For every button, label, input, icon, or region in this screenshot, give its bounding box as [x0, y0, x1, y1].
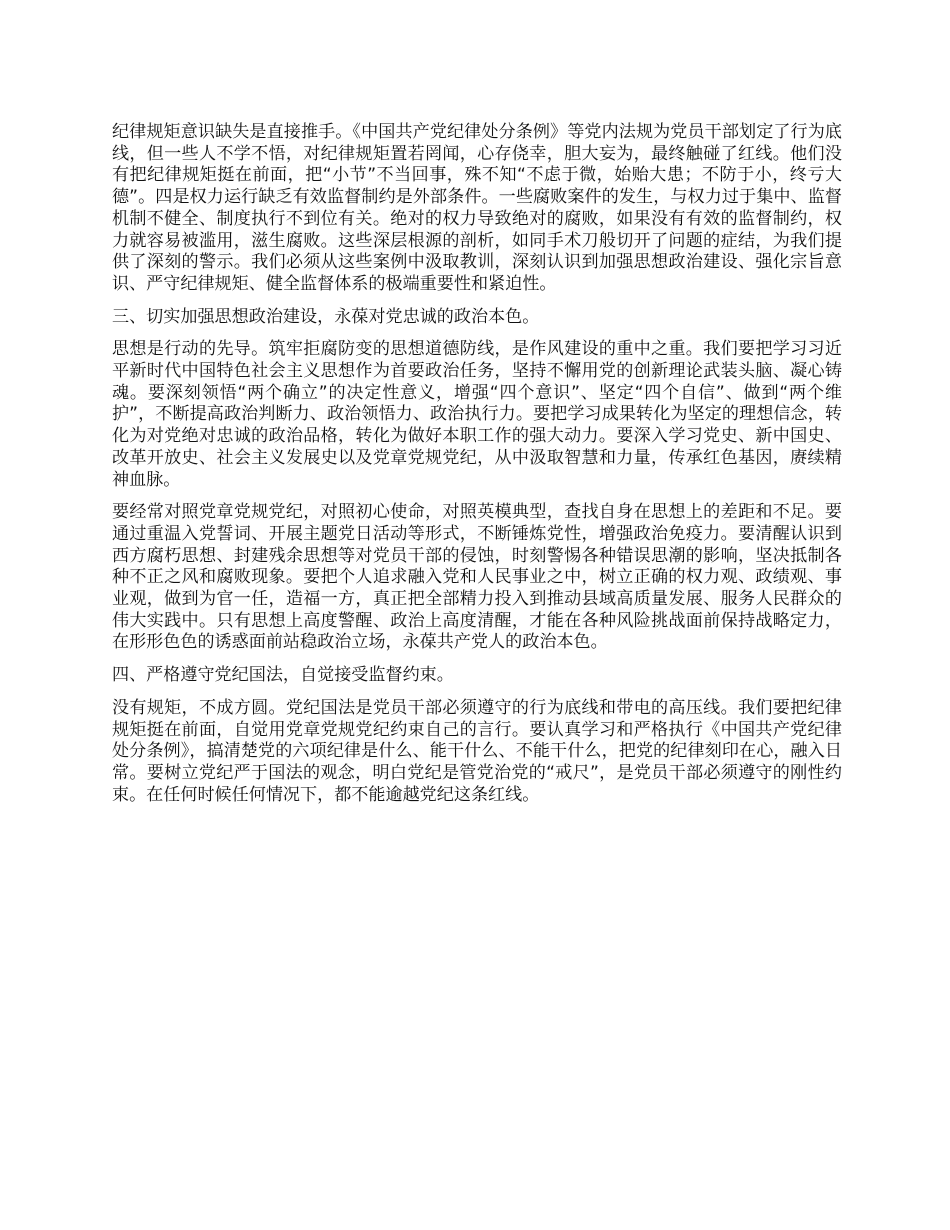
paragraph-thought-guidance: 思想是行动的先导。筑牢拒腐防变的思想道德防线，是作风建设的重中之重。我们要把学习习近平新时代中国特色社会主义思想作为首要政治任务，坚持不懈用党的创新理论武装头脑、凝心铸魂。要深刻领悟“两个确立”的决定性意义，增强“四个意识”、坚定“四个自信”、做到“两个维护”，不断提高政治判断力、政治领悟力、政治执行力。要把学习成果转化为坚定的理想信念，转化为对党绝对忠诚的政治品格，转化为做好本职工作的强大动力。要深入学习党史、新中国史、改革开放史、社会主义发展史以及党章党规党纪，从中汲取智慧和力量，传承红色基因，赓续精神血脉。 [112, 339, 842, 490]
section-heading-three: 三、切实加强思想政治建设，永葆对党忠诚的政治本色。 [112, 306, 540, 327]
paragraph-self-examination: 要经常对照党章党规党纪，对照初心使命，对照英模典型，查找自身在思想上的差距和不足。要通过重温入党誓词、开展主题党日活动等形式，不断锤炼党性，增强政治免疫力。要清醒认识到西方腐朽思想、封建残余思想等对党员干部的侵蚀，时刻警惕各种错误思潮的影响，坚决抵制各种不正之风和腐败现象。要把个人追求融入党和人民事业之中，树立正确的权力观、政绩观、事业观，做到为官一任，造福一方，真正把全部精力投入到推动县域高质量发展、服务人民群众的伟大实践中。只有思想上高度警醒、政治上高度清醒，才能在各种风险挑战面前保持战略定力，在形形色色的诱惑面前站稳政治立场，永葆共产党人的政治本色。 [112, 502, 842, 653]
paragraph-rules-and-laws: 没有规矩，不成方圆。党纪国法是党员干部必须遵守的行为底线和带电的高压线。我们要把纪律规矩挺在前面，自觉用党章党规党纪约束自己的言行。要认真学习和严格执行《中国共产党纪律处分条例》，搞清楚党的六项纪律是什么、能干什么、不能干什么，把党的纪律刻印在心，融入日常。要树立党纪严于国法的观念，明白党纪是管党治党的“戒尺”，是党员干部必须遵守的刚性约束。在任何时候任何情况下，都不能逾越党纪这条红线。 [112, 697, 842, 805]
document-page [112, 122, 842, 817]
paragraph-discipline-awareness: 纪律规矩意识缺失是直接推手。《中国共产党纪律处分条例》等党内法规为党员干部划定了行为底线，但一些人不学不悟，对纪律规矩置若罔闻，心存侥幸，胆大妄为，最终触碰了红线。他们没有把纪律规矩挺在前面，把“小节”不当回事，殊不知“不虑于微，始贻大患；不防于小，终亏大德”。四是权力运行缺乏有效监督制约是外部条件。一些腐败案件的发生，与权力过于集中、监督机制不健全、制度执行不到位有关。绝对的权力导致绝对的腐败，如果没有有效的监督制约，权力就容易被滥用，滋生腐败。这些深层根源的剖析，如同手术刀般切开了问题的症结，为我们提供了深刻的警示。我们必须从这些案例中汲取教训，深刻认识到加强思想政治建设、强化宗旨意识、严守纪律规矩、健全监督体系的极端重要性和紧迫性。 [112, 122, 842, 294]
section-heading-four: 四、严格遵守党纪国法，自觉接受监督约束。 [112, 665, 454, 686]
